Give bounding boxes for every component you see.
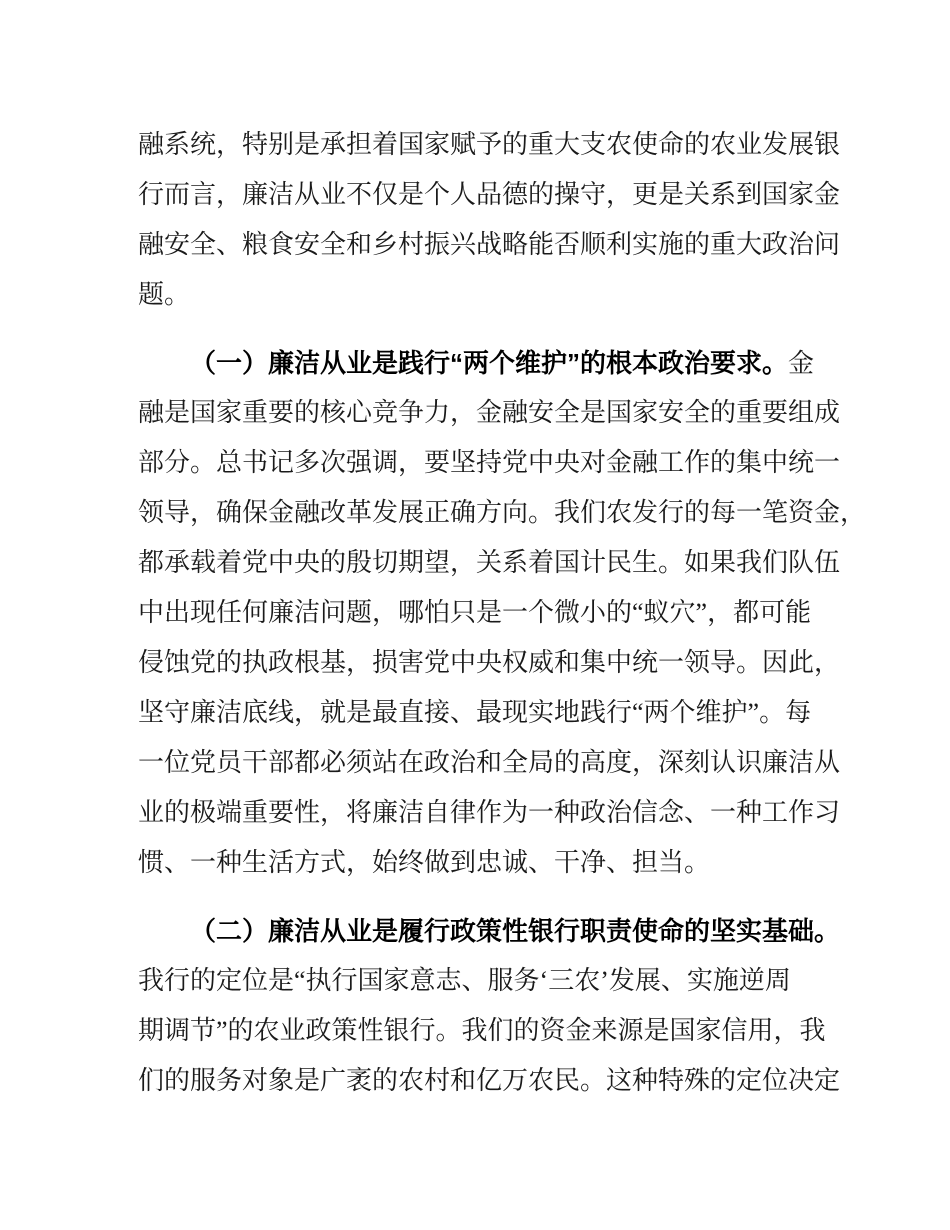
text-line: 题。 [138, 280, 191, 309]
text-line: 融系统，特别是承担着国家赋予的重大支农使命的农业发展银 [138, 130, 841, 159]
text-line: 业的极端重要性，将廉洁自律作为一种政治信念、一种工作习 [138, 798, 841, 827]
text-line: 期调节”的农业政策性银行。我们的资金来源是国家信用，我 [138, 1016, 826, 1045]
text-line: 中出现任何廉洁问题，哪怕只是一个微小的“蚁穴”，都可能 [138, 598, 812, 627]
text-line: 行而言，廉洁从业不仅是个人品德的操守，更是关系到国家金 [138, 180, 841, 209]
text-line: 融安全、粮食安全和乡村振兴战略能否顺利实施的重大政治问 [138, 230, 841, 259]
section-heading-2: （二）廉洁从业是履行政策性银行职责使命的坚实基础。 [190, 916, 841, 946]
paragraph-section-1 [138, 338, 867, 888]
text-line: 部分。总书记多次强调，要坚持党中央对金融工作的集中统一 [138, 448, 841, 477]
text-line: 我行的定位是“执行国家意志、服务‘三农’发展、实施逆周 [138, 966, 791, 995]
section-1-body-start: 金 [788, 349, 815, 378]
text-line: 惯、一种生活方式，始终做到忠诚、干净、担当。 [138, 848, 711, 877]
text-line: 坚守廉洁底线，就是最直接、最现实地践行“两个维护”。每 [138, 698, 812, 727]
text-line: 们的服务对象是广袤的农村和亿万农民。这种特殊的定位决定 [138, 1066, 841, 1095]
paragraph-section-2 [138, 906, 841, 1106]
document-text-block [138, 120, 867, 1106]
text-line: 融是国家重要的核心竞争力，金融安全是国家安全的重要组成 [138, 398, 841, 427]
section-heading-1-line [138, 338, 838, 388]
text-line: 领导，确保金融改革发展正确方向。我们农发行的每一笔资金， [138, 498, 867, 527]
paragraph-continuation [138, 120, 841, 320]
section-heading-2-line [138, 906, 841, 956]
text-line: 都承载着党中央的殷切期望，关系着国计民生。如果我们队伍 [138, 548, 841, 577]
text-line: 一位党员干部都必须站在政治和全局的高度，深刻认识廉洁从 [138, 748, 841, 777]
text-line: 侵蚀党的执政根基，损害党中央权威和集中统一领导。因此， [138, 648, 841, 677]
section-heading-1: （一）廉洁从业是践行“两个维护”的根本政治要求。 [190, 348, 789, 378]
